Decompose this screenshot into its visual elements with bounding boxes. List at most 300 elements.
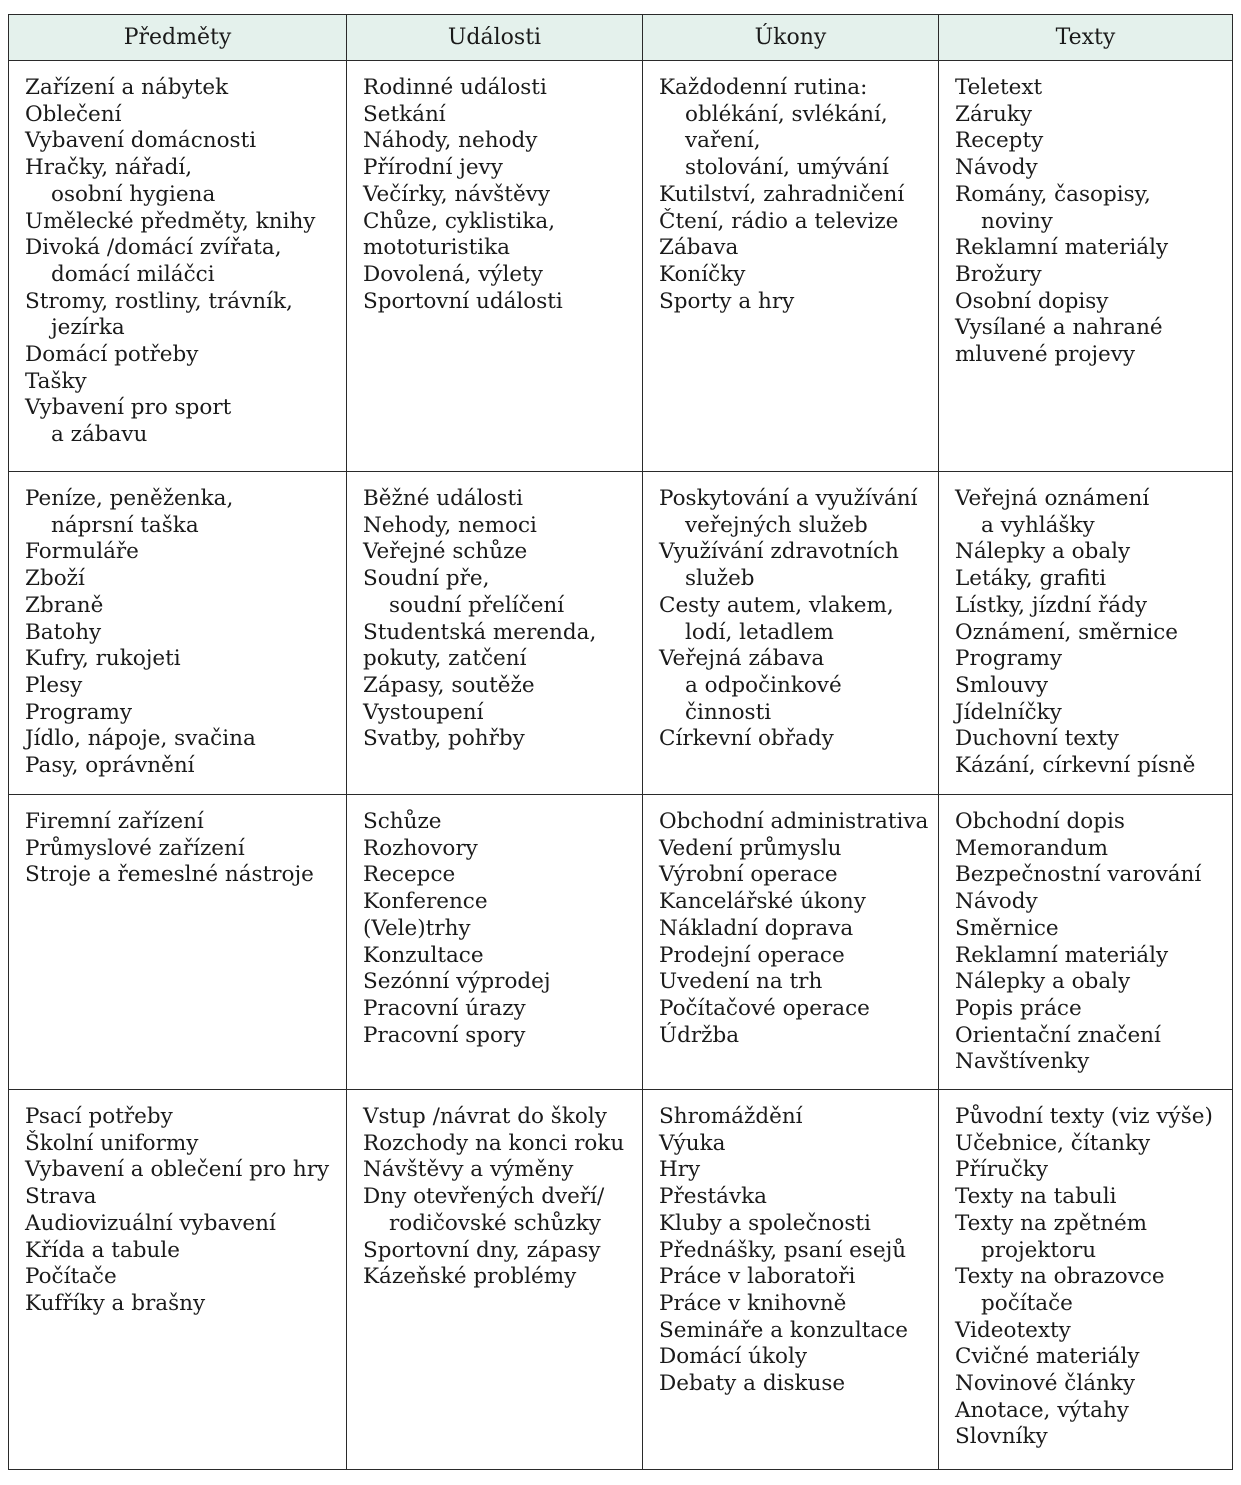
item-text: Romány, časopisy, bbox=[955, 181, 1151, 207]
item-text: Texty na tabuli bbox=[955, 1184, 1117, 1210]
item-continuation: oblékání, svlékání, bbox=[685, 101, 888, 127]
item-continuation: domácí miláčci bbox=[51, 261, 215, 287]
item-text: Uvedení na trh bbox=[659, 969, 823, 995]
item-text: Náhody, nehody bbox=[363, 128, 538, 154]
item-continuation: mluvené projevy bbox=[955, 342, 1136, 368]
list-item bbox=[25, 593, 340, 620]
list-item bbox=[25, 1131, 340, 1158]
item-text: Údržba bbox=[659, 1022, 740, 1048]
item-text: Křída a tabule bbox=[25, 1237, 180, 1263]
header-ukony: Úkony bbox=[643, 15, 939, 61]
list-item bbox=[363, 1184, 636, 1237]
item-text: Církevní obřady bbox=[659, 726, 834, 752]
list-item bbox=[363, 916, 636, 943]
item-text: Využívání zdravotních bbox=[659, 539, 899, 565]
cell-ukony bbox=[643, 472, 939, 795]
item-continuation: jezírka bbox=[51, 315, 125, 341]
item-text: Osobní dopisy bbox=[955, 288, 1109, 314]
item-text: Novinové články bbox=[955, 1371, 1136, 1397]
item-text: Zařízení a nábytek bbox=[25, 75, 229, 100]
list-item bbox=[659, 862, 932, 889]
list-item bbox=[25, 75, 340, 102]
list-item bbox=[955, 1424, 1226, 1451]
header-row bbox=[9, 15, 1233, 61]
item-text: Kázání, církevní písně bbox=[955, 753, 1196, 779]
list-item bbox=[955, 1398, 1226, 1425]
context-table bbox=[8, 14, 1233, 1470]
list-item bbox=[955, 646, 1226, 673]
list-item bbox=[363, 1023, 636, 1050]
list-item bbox=[955, 996, 1226, 1023]
item-text: Brožury bbox=[955, 261, 1042, 287]
cell-ukony bbox=[643, 795, 939, 1090]
list-item bbox=[955, 753, 1226, 780]
item-text: Veřejná zábava bbox=[659, 646, 825, 672]
list-item bbox=[363, 539, 636, 566]
list-item bbox=[955, 969, 1226, 996]
item-text: Lístky, jízdní řády bbox=[955, 592, 1148, 618]
list-item bbox=[363, 1157, 636, 1184]
list-item bbox=[25, 726, 340, 753]
list-item bbox=[955, 1184, 1226, 1211]
item-text: Prodejní operace bbox=[659, 942, 845, 968]
cell-udalosti bbox=[347, 61, 643, 472]
list-item bbox=[659, 1211, 932, 1238]
list-item bbox=[25, 620, 340, 647]
list-item bbox=[363, 726, 636, 753]
item-text: Psací potřeby bbox=[25, 1104, 173, 1129]
list-item bbox=[25, 289, 340, 342]
item-text: Recepce bbox=[363, 862, 456, 888]
item-text: Sporty a hry bbox=[659, 288, 795, 314]
item-continuation: vaření, bbox=[685, 128, 761, 154]
list-item bbox=[25, 700, 340, 727]
list-item bbox=[659, 155, 932, 182]
table-row bbox=[9, 61, 1233, 472]
list-item bbox=[955, 1131, 1226, 1158]
item-text: Tašky bbox=[25, 368, 87, 394]
list-item bbox=[363, 996, 636, 1023]
list-item bbox=[25, 155, 340, 208]
list-item bbox=[363, 809, 636, 836]
item-continuation: stolování, umývání bbox=[685, 155, 889, 181]
list-item bbox=[955, 836, 1226, 863]
header-texty: Texty bbox=[939, 15, 1233, 61]
item-continuation: rodičovské schůzky bbox=[389, 1210, 601, 1236]
item-text: Peníze, peněženka, bbox=[25, 486, 234, 511]
item-text: Soudní pře, bbox=[363, 566, 490, 592]
item-text: Obchodní dopis bbox=[955, 809, 1125, 834]
item-text: Návody bbox=[955, 889, 1038, 915]
item-text: Poskytování a využívání bbox=[659, 486, 918, 511]
list-item bbox=[25, 1264, 340, 1291]
table-row bbox=[9, 795, 1233, 1090]
cell-udalosti bbox=[347, 1090, 643, 1470]
item-text: Smlouvy bbox=[955, 672, 1049, 698]
item-text: Jídelníčky bbox=[955, 699, 1062, 725]
item-text: Nákladní doprava bbox=[659, 915, 854, 941]
item-text: Teletext bbox=[955, 75, 1043, 100]
item-text: Veřejné schůze bbox=[363, 539, 528, 565]
list-item bbox=[659, 235, 932, 262]
list-item bbox=[955, 1318, 1226, 1345]
list-item bbox=[955, 1371, 1226, 1398]
list-item bbox=[659, 1104, 932, 1131]
list-item bbox=[955, 262, 1226, 289]
item-text: Dovolená, výlety bbox=[363, 261, 543, 287]
item-text: Zápasy, soutěže bbox=[363, 672, 535, 698]
list-item bbox=[363, 620, 636, 673]
cell-udalosti bbox=[347, 472, 643, 795]
list-item bbox=[25, 1238, 340, 1265]
list-item bbox=[659, 889, 932, 916]
item-text: Kluby a společnosti bbox=[659, 1210, 871, 1236]
list-item bbox=[363, 889, 636, 916]
item-text: Nehody, nemoci bbox=[363, 512, 537, 538]
list-item bbox=[25, 1291, 340, 1318]
list-item bbox=[659, 128, 932, 155]
item-text: Pracovní spory bbox=[363, 1022, 526, 1048]
item-text: Schůze bbox=[363, 809, 442, 834]
list-item bbox=[363, 209, 636, 262]
item-text: Sportovní dny, zápasy bbox=[363, 1237, 601, 1263]
item-text: Každodenní rutina: bbox=[659, 75, 868, 100]
item-continuation: noviny bbox=[981, 208, 1053, 234]
item-text: Cesty autem, vlakem, bbox=[659, 592, 894, 618]
list-item bbox=[659, 1184, 932, 1211]
item-text: Studentská merenda, bbox=[363, 619, 597, 645]
list-item bbox=[955, 943, 1226, 970]
item-text: Běžné události bbox=[363, 486, 524, 511]
item-text: Oblečení bbox=[25, 101, 122, 127]
item-text: Semináře a konzultace bbox=[659, 1317, 908, 1343]
item-text: Programy bbox=[955, 646, 1063, 672]
list-item bbox=[363, 486, 636, 513]
item-text: Obchodní administrativa bbox=[659, 809, 929, 834]
item-text: Zbraně bbox=[25, 592, 104, 618]
list-item bbox=[659, 943, 932, 970]
list-item bbox=[955, 862, 1226, 889]
list-item bbox=[25, 809, 340, 836]
list-item bbox=[659, 996, 932, 1023]
item-text: Pracovní úrazy bbox=[363, 995, 526, 1021]
item-text: Počítačové operace bbox=[659, 995, 870, 1021]
item-text: Bezpečnostní varování bbox=[955, 862, 1202, 888]
cell-predmety bbox=[9, 472, 347, 795]
item-continuation: náprsní taška bbox=[51, 512, 199, 538]
list-item bbox=[955, 673, 1226, 700]
item-text: Programy bbox=[25, 699, 133, 725]
list-item bbox=[25, 753, 340, 780]
list-item bbox=[955, 486, 1226, 539]
item-text: Kutilství, zahradničení bbox=[659, 181, 905, 207]
list-item bbox=[363, 128, 636, 155]
item-text: Dny otevřených dveří/ bbox=[363, 1184, 605, 1210]
list-item bbox=[25, 566, 340, 593]
item-text: Vysílané a nahrané bbox=[955, 315, 1163, 341]
list-item bbox=[659, 1371, 932, 1398]
list-item bbox=[659, 289, 932, 316]
item-text: Vybavení domácnosti bbox=[25, 128, 257, 154]
item-continuation: lodí, letadlem bbox=[685, 619, 834, 645]
list-item bbox=[659, 182, 932, 209]
list-item bbox=[363, 566, 636, 619]
list-item bbox=[363, 513, 636, 540]
item-text: Kufříky a brašny bbox=[25, 1290, 206, 1316]
list-item bbox=[659, 916, 932, 943]
item-continuation: osobní hygiena bbox=[51, 181, 216, 207]
list-item bbox=[659, 646, 932, 726]
item-text: Domácí úkoly bbox=[659, 1344, 807, 1370]
item-text: Veřejná oznámení bbox=[955, 486, 1150, 511]
item-continuation: soudní přelíčení bbox=[389, 592, 565, 618]
cell-predmety bbox=[9, 1090, 347, 1470]
item-text: Příručky bbox=[955, 1157, 1048, 1183]
list-item bbox=[955, 289, 1226, 316]
list-item bbox=[659, 209, 932, 236]
list-item bbox=[363, 1131, 636, 1158]
list-item bbox=[25, 836, 340, 863]
list-item bbox=[25, 673, 340, 700]
list-item bbox=[955, 1157, 1226, 1184]
list-item bbox=[955, 539, 1226, 566]
item-text: Pasy, oprávnění bbox=[25, 753, 195, 779]
list-item bbox=[955, 566, 1226, 593]
list-item bbox=[659, 969, 932, 996]
item-text: Rozhovory bbox=[363, 835, 478, 861]
item-text: Setkání bbox=[363, 101, 446, 127]
list-item bbox=[659, 1318, 932, 1345]
item-continuation: pokuty, zatčení bbox=[363, 646, 527, 672]
list-item bbox=[955, 593, 1226, 620]
list-item bbox=[363, 969, 636, 996]
cell-predmety bbox=[9, 795, 347, 1090]
item-text: Počítače bbox=[25, 1264, 117, 1290]
item-text: Cvičné materiály bbox=[955, 1344, 1140, 1370]
list-item bbox=[659, 836, 932, 863]
list-item bbox=[363, 102, 636, 129]
item-text: Návody bbox=[955, 155, 1038, 181]
item-text: Konzultace bbox=[363, 942, 484, 968]
item-text: Večírky, návštěvy bbox=[363, 181, 550, 207]
item-text: Směrnice bbox=[955, 915, 1059, 941]
list-item bbox=[659, 1344, 932, 1371]
list-item bbox=[363, 75, 636, 102]
list-item bbox=[955, 1211, 1226, 1264]
item-continuation: veřejných služeb bbox=[685, 512, 868, 538]
list-item bbox=[363, 155, 636, 182]
item-text: Přestávka bbox=[659, 1184, 767, 1210]
list-item bbox=[363, 836, 636, 863]
list-item bbox=[955, 916, 1226, 943]
list-item bbox=[659, 1131, 932, 1158]
item-text: Hry bbox=[659, 1157, 701, 1183]
list-item bbox=[955, 155, 1226, 182]
list-item bbox=[363, 1238, 636, 1265]
item-text: Záruky bbox=[955, 101, 1033, 127]
list-item bbox=[659, 1291, 932, 1318]
item-text: Memorandum bbox=[955, 835, 1109, 861]
list-item bbox=[955, 1104, 1226, 1131]
cell-texty bbox=[939, 61, 1233, 472]
list-item bbox=[25, 102, 340, 129]
list-item bbox=[955, 1023, 1226, 1050]
item-text: Vstup /návrat do školy bbox=[363, 1104, 607, 1129]
item-text: Debaty a diskuse bbox=[659, 1371, 846, 1397]
item-text: Průmyslové zařízení bbox=[25, 835, 245, 861]
list-item bbox=[25, 342, 340, 369]
item-text: Firemní zařízení bbox=[25, 809, 204, 834]
list-item bbox=[363, 700, 636, 727]
list-item bbox=[363, 182, 636, 209]
list-item bbox=[955, 1049, 1226, 1076]
item-continuation: počítače bbox=[981, 1290, 1073, 1316]
item-text: Stroje a řemeslné nástroje bbox=[25, 862, 314, 888]
list-item bbox=[363, 262, 636, 289]
item-text: Kázeňské problémy bbox=[363, 1264, 577, 1290]
item-text: Přednášky, psaní esejů bbox=[659, 1237, 907, 1263]
item-text: Audiovizuální vybavení bbox=[25, 1210, 276, 1236]
list-item bbox=[659, 1023, 932, 1050]
item-text: Plesy bbox=[25, 672, 83, 698]
item-text: Umělecké předměty, knihy bbox=[25, 208, 316, 234]
item-text: Videotexty bbox=[955, 1317, 1071, 1343]
item-text: Vybavení pro sport bbox=[25, 395, 232, 421]
item-text: Letáky, grafiti bbox=[955, 566, 1107, 592]
item-text: Duchovní texty bbox=[955, 726, 1119, 752]
item-text: Návštěvy a výměny bbox=[363, 1157, 574, 1183]
cell-texty bbox=[939, 1090, 1233, 1470]
item-continuation: a odpočinkové činnosti bbox=[685, 672, 842, 725]
item-text: Čtení, rádio a televize bbox=[659, 208, 899, 234]
table-row bbox=[9, 472, 1233, 795]
list-item bbox=[25, 1157, 340, 1184]
list-item bbox=[659, 486, 932, 539]
list-item bbox=[25, 1104, 340, 1131]
item-text: Stromy, rostliny, trávník, bbox=[25, 288, 293, 314]
item-text: Konference bbox=[363, 889, 488, 915]
list-item bbox=[955, 102, 1226, 129]
item-text: Zábava bbox=[659, 235, 739, 261]
table-row bbox=[9, 1090, 1233, 1470]
item-text: Vystoupení bbox=[363, 699, 484, 725]
item-text: Batohy bbox=[25, 619, 102, 645]
item-text: Práce v knihovně bbox=[659, 1290, 847, 1316]
item-text: Výrobní operace bbox=[659, 862, 838, 888]
list-item bbox=[659, 1157, 932, 1184]
list-item bbox=[363, 289, 636, 316]
list-item bbox=[25, 862, 340, 889]
item-text: Domácí potřeby bbox=[25, 342, 199, 368]
list-item bbox=[955, 235, 1226, 262]
item-text: Původní texty (viz výše) bbox=[955, 1104, 1213, 1129]
item-continuation: a zábavu bbox=[51, 422, 148, 448]
list-item bbox=[25, 646, 340, 673]
header-predmety: Předměty bbox=[9, 15, 347, 61]
item-text: Kancelářské úkony bbox=[659, 889, 866, 915]
cell-predmety bbox=[9, 61, 347, 472]
item-continuation: mototuristika bbox=[363, 235, 510, 261]
table-body bbox=[9, 61, 1233, 1470]
list-item bbox=[659, 1264, 932, 1291]
list-item bbox=[955, 889, 1226, 916]
list-item bbox=[955, 700, 1226, 727]
item-text: Orientační značení bbox=[955, 1022, 1161, 1048]
item-text: Oznámení, směrnice bbox=[955, 619, 1179, 645]
item-text: Texty na zpětném bbox=[955, 1210, 1148, 1236]
item-text: Jídlo, nápoje, svačina bbox=[25, 726, 256, 752]
cell-udalosti bbox=[347, 795, 643, 1090]
list-item bbox=[955, 1344, 1226, 1371]
cell-texty bbox=[939, 795, 1233, 1090]
cell-ukony bbox=[643, 1090, 939, 1470]
list-item bbox=[659, 593, 932, 646]
list-item bbox=[955, 809, 1226, 836]
list-item bbox=[363, 1264, 636, 1291]
item-text: Anotace, výtahy bbox=[955, 1397, 1129, 1423]
item-text: Svatby, pohřby bbox=[363, 726, 525, 752]
item-text: Rodinné události bbox=[363, 75, 547, 100]
list-item bbox=[363, 943, 636, 970]
list-item bbox=[25, 1211, 340, 1238]
item-text: Přírodní jevy bbox=[363, 155, 503, 181]
list-item bbox=[25, 1184, 340, 1211]
item-text: Zboží bbox=[25, 566, 85, 592]
list-item bbox=[955, 128, 1226, 155]
list-item bbox=[659, 809, 932, 836]
list-item bbox=[955, 315, 1226, 368]
list-item bbox=[25, 395, 340, 448]
item-text: Slovníky bbox=[955, 1424, 1048, 1450]
item-text: Výuka bbox=[659, 1130, 726, 1156]
list-item bbox=[659, 75, 932, 128]
item-text: Práce v laboratoři bbox=[659, 1264, 856, 1290]
item-text: Sportovní události bbox=[363, 288, 563, 314]
item-continuation: a vyhlášky bbox=[981, 512, 1095, 538]
list-item bbox=[955, 726, 1226, 753]
list-item bbox=[363, 862, 636, 889]
list-item bbox=[25, 486, 340, 539]
item-text: Reklamní materiály bbox=[955, 235, 1169, 261]
header-udalosti: Události bbox=[347, 15, 643, 61]
item-text: Sezónní výprodej bbox=[363, 969, 551, 995]
list-item bbox=[659, 539, 932, 592]
list-item bbox=[25, 369, 340, 396]
item-text: Recepty bbox=[955, 128, 1044, 154]
list-item bbox=[659, 262, 932, 289]
item-text: Divoká /domácí zvířata, bbox=[25, 235, 282, 261]
list-item bbox=[659, 726, 932, 753]
item-text: Rozchody na konci roku bbox=[363, 1130, 625, 1156]
item-text: Vybavení a oblečení pro hry bbox=[25, 1157, 330, 1183]
item-text: Texty na obrazovce bbox=[955, 1264, 1165, 1290]
list-item bbox=[955, 182, 1226, 235]
item-text: Shromáždění bbox=[659, 1104, 803, 1129]
item-text: Reklamní materiály bbox=[955, 942, 1169, 968]
list-item bbox=[955, 75, 1226, 102]
item-text: Kufry, rukojeti bbox=[25, 646, 181, 672]
item-text: Vedení průmyslu bbox=[659, 835, 842, 861]
item-text: Strava bbox=[25, 1184, 97, 1210]
item-text: Popis práce bbox=[955, 995, 1082, 1021]
item-text: Chůze, cyklistika, bbox=[363, 208, 556, 234]
list-item bbox=[25, 128, 340, 155]
item-continuation: projektoru bbox=[981, 1237, 1097, 1263]
list-item bbox=[955, 1264, 1226, 1317]
item-text: Koníčky bbox=[659, 261, 746, 287]
list-item bbox=[25, 209, 340, 236]
item-text: Navštívenky bbox=[955, 1049, 1090, 1075]
